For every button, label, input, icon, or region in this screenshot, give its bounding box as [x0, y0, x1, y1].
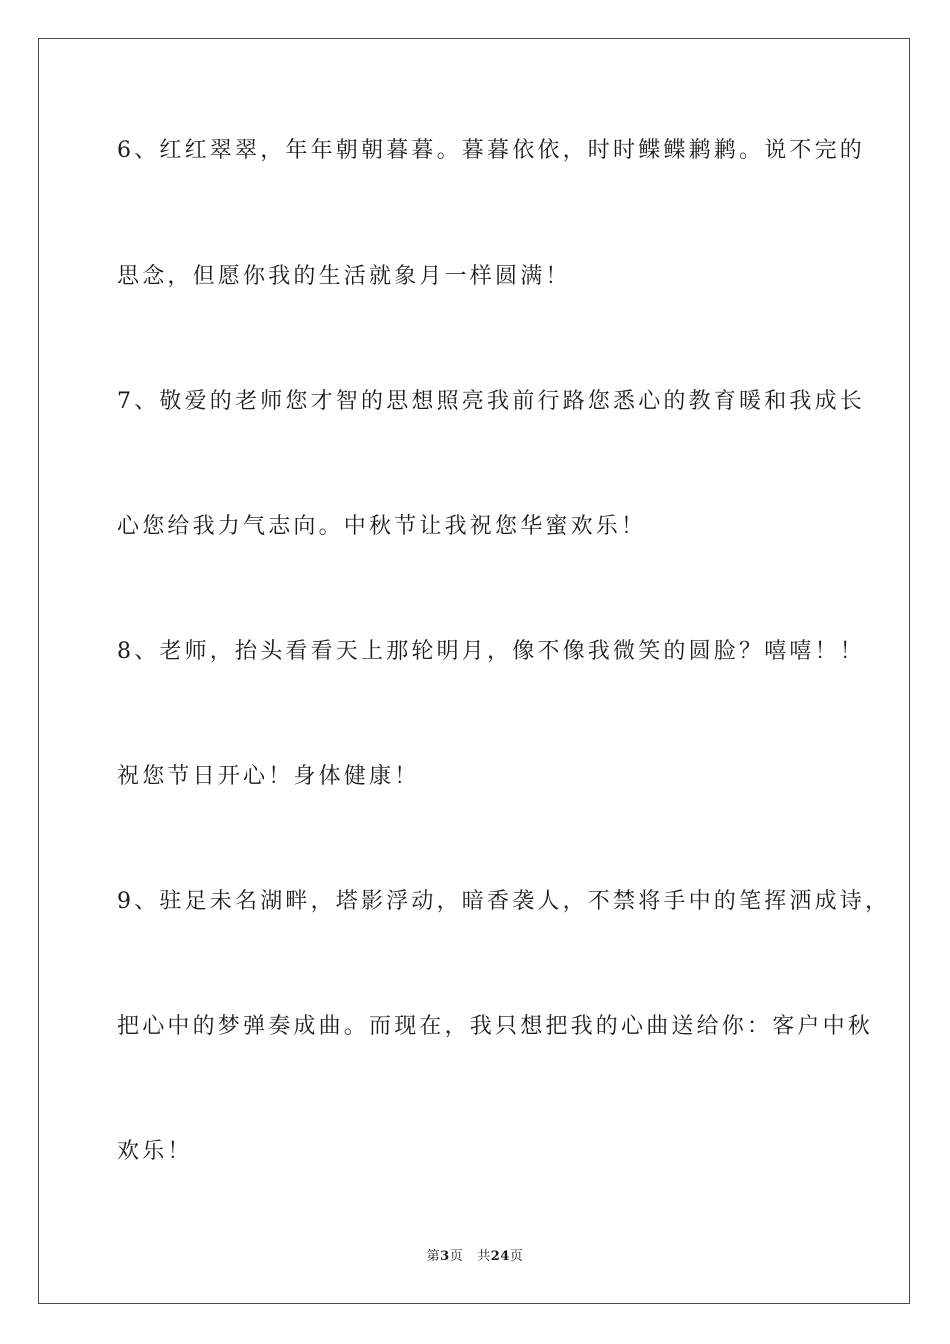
text-line-8: 把心中的梦弹奏成曲。而现在，我只想把我的心曲送给你：客户中秋 — [117, 1014, 874, 1039]
footer-page-suffix: 页 — [449, 1249, 464, 1264]
footer-total-prefix: 共 — [477, 1249, 491, 1264]
text-line-6: 祝您节日开心！身体健康！ — [117, 764, 420, 789]
text-line-3: 7、敬爱的老师您才智的思想照亮我前行路您悉心的教育暖和我成长 — [117, 389, 865, 414]
page-border — [38, 38, 910, 1304]
page-footer — [0, 1245, 950, 1264]
footer-page-number: 3 — [440, 1249, 450, 1264]
footer-page-prefix: 第 — [426, 1249, 441, 1264]
footer-total-pages: 24 — [490, 1249, 510, 1264]
footer-total-suffix: 页 — [509, 1249, 524, 1264]
text-line-1: 6、红红翠翠，年年朝朝暮暮。暮暮依依，时时鲽鲽鹣鹣。说不完的 — [117, 138, 865, 163]
text-line-2: 思念，但愿你我的生活就象月一样圆满！ — [117, 264, 571, 289]
text-line-9: 欢乐！ — [117, 1139, 193, 1164]
text-line-4: 心您给我力气志向。中秋节让我祝您华蜜欢乐！ — [117, 514, 647, 539]
text-line-7: 9、驻足未名湖畔，塔影浮动，暗香袭人，不禁将手中的笔挥洒成诗， — [117, 889, 891, 914]
text-line-5: 8、老师，抬头看看天上那轮明月，像不像我微笑的圆脸？嘻嘻！！ — [117, 639, 865, 664]
